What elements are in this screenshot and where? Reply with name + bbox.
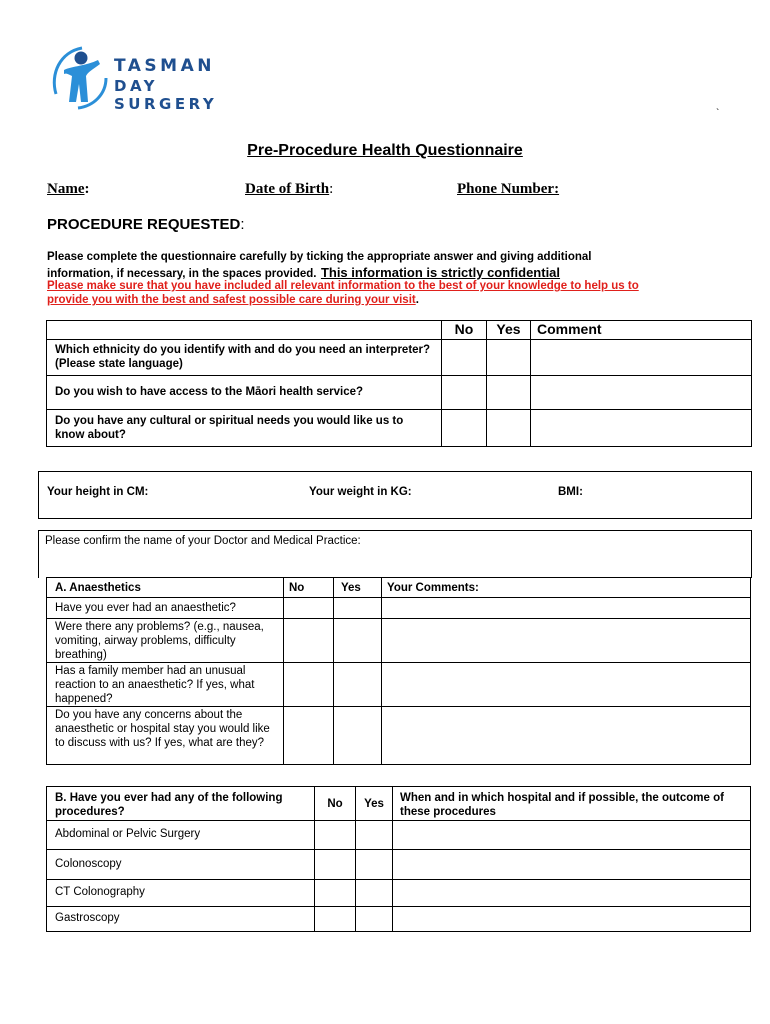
section-b-procedure: CT Colonography [47,880,315,907]
section-a-question: Were there any problems? (e.g., nausea, vomiting, airway problems, difficulty breathing) [47,619,284,663]
procedures-table [46,786,751,932]
table1-yes-cell[interactable] [487,376,531,410]
table1-header-comment: Comment [531,321,752,340]
section-b-no-cell[interactable] [315,821,356,850]
section-b-procedure: Colonoscopy [47,850,315,880]
section-b-yes-cell[interactable] [356,821,393,850]
section-a-comment-cell[interactable] [382,663,751,707]
section-b-outcome: When and in which hospital and if possible, the outcome of these procedures [393,787,751,821]
logo [48,44,268,114]
page-title: Pre-Procedure Health Questionnaire [247,142,523,159]
logo-subtitle: DAY SURGERY [114,77,218,113]
section-a-comments: Your Comments: [382,578,751,598]
procedure-colon: : [240,216,245,233]
section-b-yes: Yes [356,787,393,821]
section-a-yes-cell[interactable] [334,663,382,707]
name-label: Name [47,181,85,197]
table1-header-yes: Yes [487,321,531,340]
table-row [47,907,751,932]
section-a-yes-cell[interactable] [334,619,382,663]
table1-header-no: No [442,321,487,340]
section-a-yes-cell[interactable] [334,707,382,765]
table-row [47,880,751,907]
procedure-requested[interactable] [47,216,245,233]
section-b-no-cell[interactable] [315,880,356,907]
section-b-header: B. Have you ever had any of the following procedures? [47,787,315,821]
weight-label[interactable]: Your weight in KG: [309,486,412,498]
section-b-yes-cell[interactable] [356,907,393,932]
procedure-label: PROCEDURE REQUESTED [47,216,241,233]
section-b-outcome-cell[interactable] [393,821,751,850]
section-a-no-cell[interactable] [284,663,334,707]
table1-question: Do you wish to have access to the Māori health service? [47,376,442,410]
section-b-no-cell[interactable] [315,850,356,880]
table-row [47,850,751,880]
table1-yes-cell[interactable] [487,410,531,447]
red-notice-line2 [47,294,419,306]
confidential-note: This information is strictly confidential [320,265,561,280]
table1-question: Which ethnicity do you identify with and do you need an interpreter? (Please state language) [47,340,442,376]
cultural-table [46,320,752,447]
table-row [47,707,751,765]
height-label[interactable]: Your height in CM: [47,486,149,498]
section-b-procedure: Gastroscopy [47,907,315,932]
phone-label[interactable]: Phone Number: [457,181,560,197]
instructions-line1: Please complete the questionnaire carefully by ticking the appropriate answer and giving additional [47,251,592,263]
section-b-no: No [315,787,356,821]
table-row [47,821,751,850]
table1-yes-cell[interactable] [487,340,531,376]
table-row [47,410,752,447]
doctor-label: Please confirm the name of your Doctor and Medical Practice: [45,535,361,547]
logo-name: TASMAN [114,56,215,76]
section-a-no-cell[interactable] [284,598,334,619]
section-a-question: Do you have any concerns about the anaesthetic or hospital stay you would like to discuss with us? If yes, what are they? [47,707,284,765]
table1-no-cell[interactable] [442,376,487,410]
table1-no-cell[interactable] [442,340,487,376]
table1-comment-cell[interactable] [531,340,752,376]
section-a-comment-cell[interactable] [382,707,751,765]
section-b-procedure: Abdominal or Pelvic Surgery [47,821,315,850]
dob-colon: : [329,181,334,197]
anaesthetics-table [46,577,751,765]
instructions-line2-text: information, if necessary, in the spaces provided. [47,268,317,280]
table-row [47,598,751,619]
dob-label: Date of Birth [245,181,330,197]
logo-figure-icon [48,44,110,110]
section-b-yes-cell[interactable] [356,880,393,907]
name-colon: : [84,181,90,197]
section-a-yes: Yes [334,578,382,598]
section-a-comment-cell[interactable] [382,598,751,619]
section-a-no-cell[interactable] [284,707,334,765]
table1-header-blank [47,321,442,340]
table1-comment-cell[interactable] [531,410,752,447]
section-b-outcome-cell[interactable] [393,880,751,907]
section-b-no-cell[interactable] [315,907,356,932]
table-row [47,340,752,376]
red-notice-line1: Please make sure that you have included all relevant information to the best of your knowledge to help us to [47,280,639,292]
section-a-no-cell[interactable] [284,619,334,663]
table-row [47,376,752,410]
red-notice-line2-text: provide you with the best and safest possible care during your visit [47,294,416,306]
section-a-question: Have you ever had an anaesthetic? [47,598,284,619]
section-a-header: A. Anaesthetics [47,578,284,598]
red-notice-period: . [415,294,419,306]
name-field[interactable] [47,181,90,198]
section-a-no: No [284,578,334,598]
section-a-yes-cell[interactable] [334,598,382,619]
section-b-outcome-cell[interactable] [393,850,751,880]
table-row [47,663,751,707]
table-row [47,619,751,663]
stray-mark: ` [716,108,720,119]
table1-question: Do you have any cultural or spiritual needs you would like us to know about? [47,410,442,447]
bmi-label[interactable]: BMI: [558,486,583,498]
table1-comment-cell[interactable] [531,376,752,410]
section-b-outcome-cell[interactable] [393,907,751,932]
dob-field[interactable] [245,181,333,198]
section-a-comment-cell[interactable] [382,619,751,663]
table1-no-cell[interactable] [442,410,487,447]
section-b-yes-cell[interactable] [356,850,393,880]
section-a-question: Has a family member had an unusual reaction to an anaesthetic? If yes, what happened? [47,663,284,707]
